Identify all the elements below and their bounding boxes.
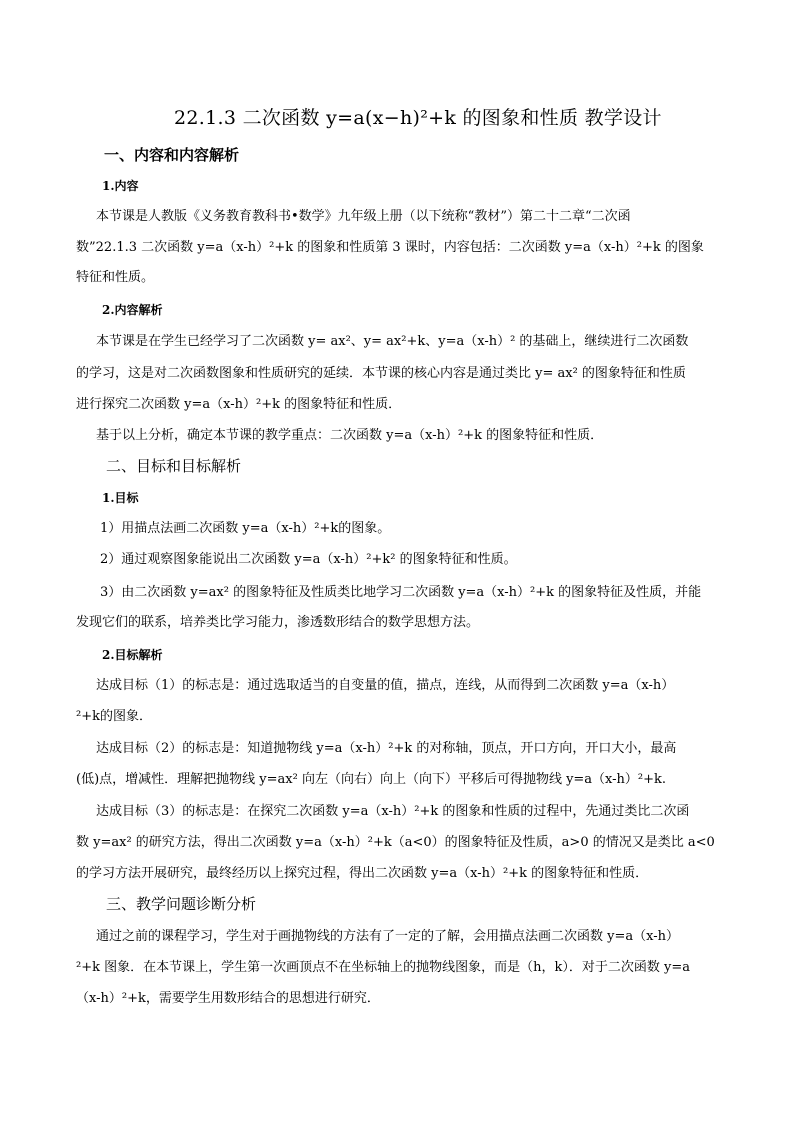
- goal-item: 3）由二次函数 y=ax² 的图象特征及性质类比地学习二次函数 y=a（x-h）²+k 的图象特征及性质，并能: [100, 585, 702, 600]
- section-heading-diagnosis: 三、教学问题诊断分析: [106, 895, 257, 913]
- paragraph-line: 通过之前的课程学习，学生对于画抛物线的方法有了一定的了解，会用描点法画二次函数 y=a（x-h）: [96, 929, 679, 944]
- subheading-content: 1.内容: [102, 179, 139, 193]
- paragraph-line: ²+k的图象．: [76, 709, 152, 724]
- page-title: 22.1.3 二次函数 y=a(x−h)²+k 的图象和性质 教学设计: [174, 107, 662, 129]
- subheading-content-analysis: 2.内容解析: [102, 303, 163, 317]
- paragraph-line: 进行探究二次函数 y=a（x-h）²+k 的图象特征和性质．: [76, 397, 402, 412]
- paragraph-line: 数 y=ax² 的研究方法，得出二次函数 y=a（x-h）²+k（a<0）的图象特征及性质，a>0 的情况又是类比 a<0: [76, 835, 715, 850]
- section-heading-content: 一、内容和内容解析: [104, 146, 240, 164]
- paragraph-line: 特征和性质。: [76, 270, 155, 285]
- goal-item: 2）通过观察图象能说出二次函数 y=a（x-h）²+k² 的图象特征和性质。: [100, 552, 517, 567]
- paragraph-line: ²+k 图象．在本节课上，学生第一次画顶点不在坐标轴上的抛物线图象，而是（h，k）．对于二次函数 y=a: [76, 960, 690, 975]
- paragraph-line: 数”22.1.3 二次函数 y=a（x-h）²+k 的图象和性质第 3 课时，内容包括：二次函数 y=a（x-h）²+k 的图象: [76, 240, 704, 255]
- subheading-goals: 1.目标: [102, 491, 139, 505]
- goal-item: 1）用描点法画二次函数 y=a（x-h）²+k的图象。: [100, 521, 391, 536]
- goal-item: 发现它们的联系，培养类比学习能力，渗透数形结合的数学思想方法。: [76, 615, 480, 630]
- paragraph-line: 达成目标（3）的标志是：在探究二次函数 y=a（x-h）²+k 的图象和性质的过程中，先通过类比二次函: [96, 804, 690, 819]
- paragraph-line: 本节课是在学生已经学习了二次函数 y= ax²、y= ax²+k、y=a（x-h）² 的基础上，继续进行二次函数: [96, 334, 689, 349]
- paragraph-line: 的学习方法开展研究，最终经历以上探究过程，得出二次函数 y=a（x-h）²+k 的图象特征和性质．: [76, 866, 649, 881]
- paragraph-line: 本节课是人教版《义务教育教科书•数学》九年级上册（以下统称“教材”）第二十二章“二次函: [96, 209, 631, 224]
- paragraph-line: (低)点，增减性．理解把抛物线 y=ax² 向左（向右）向上（向下）平移后可得抛物线 y=a（x-h）²+k.: [76, 772, 667, 787]
- paragraph-line: 的学习，这是对二次函数图象和性质研究的延续．本节课的核心内容是通过类比 y= ax² 的图象特征和性质: [76, 366, 686, 381]
- paragraph-line: （x-h）²+k，需要学生用数形结合的思想进行研究．: [76, 991, 380, 1006]
- section-heading-goals: 二、目标和目标解析: [106, 457, 242, 475]
- subheading-goal-analysis: 2.目标解析: [102, 648, 163, 662]
- paragraph-line: 达成目标（1）的标志是：通过选取适当的自变量的值，描点，连线，从而得到二次函数 y=a（x-h）: [96, 678, 675, 693]
- paragraph-line: 基于以上分析，确定本节课的教学重点：二次函数 y=a（x-h）²+k 的图象特征和性质．: [96, 428, 604, 443]
- paragraph-line: 达成目标（2）的标志是：知道抛物线 y=a（x-h）²+k 的对称轴，顶点，开口方向，开口大小，最高: [96, 741, 677, 756]
